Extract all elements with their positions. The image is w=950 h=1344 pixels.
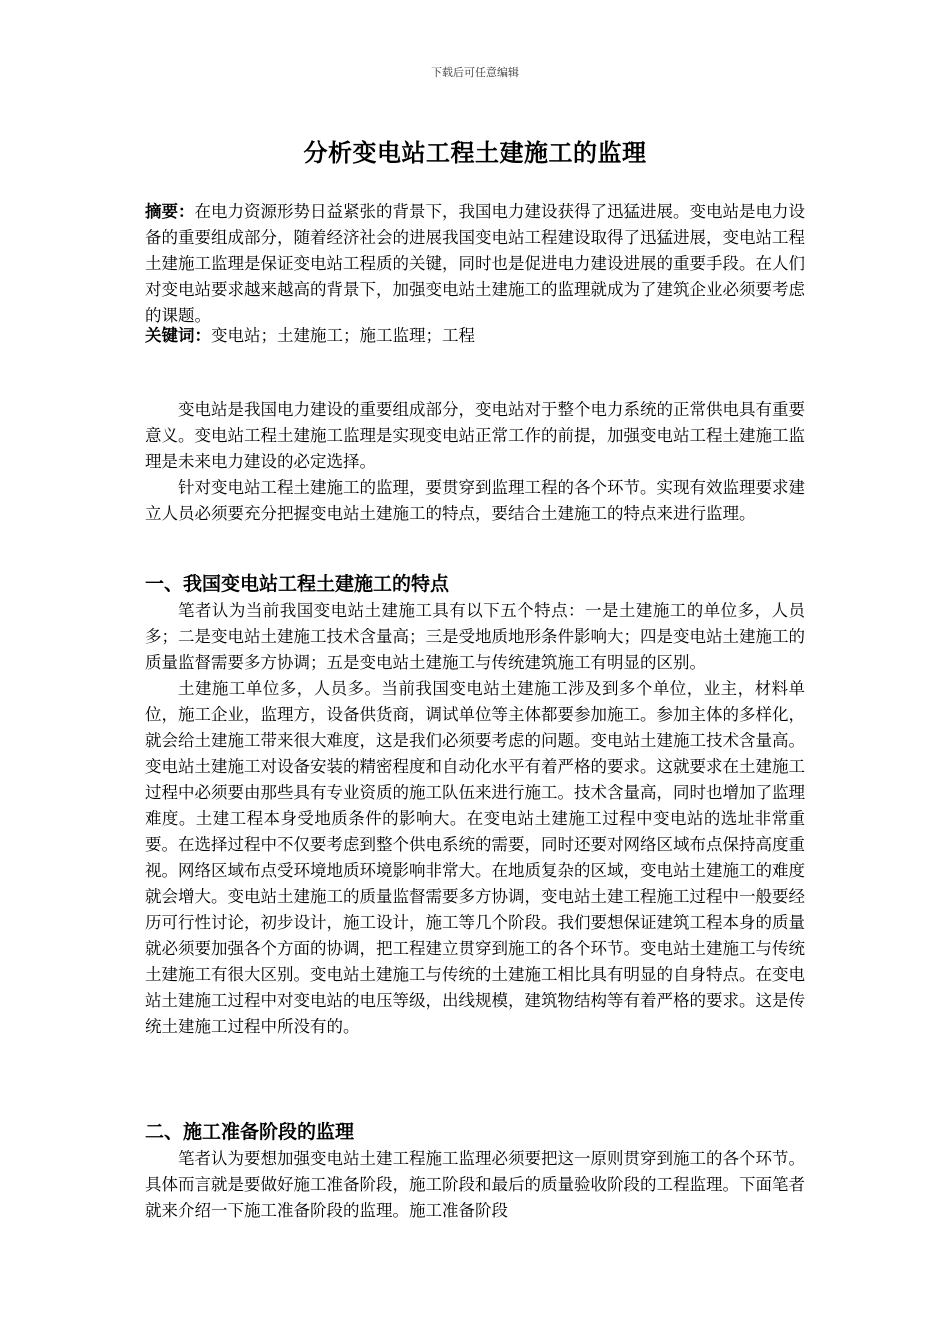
section-2-paragraph: 笔者认为要想加强变电站土建工程施工监理必须要把这一原则贯穿到施工的各个环节。具体而言就是要做好施工准备阶段，施工阶段和最后的质量验收阶段的工程监理。下面笔者就来介绍一下施工准备阶段的监理。施工准备阶段 (145, 1149, 805, 1220)
keywords-text: 变电站；土建施工；施工监理；工程 (211, 326, 475, 345)
document-title: 分析变电站工程土建施工的监理 (303, 138, 647, 167)
intro-paragraph: 变电站是我国电力建设的重要组成部分，变电站对于整个电力系统的正常供电具有重要意义。变电站工程土建施工监理是实现变电站正常工作的前提，加强变电站工程土建施工监理是未来电力建设的必定选择。 (145, 400, 805, 471)
section-2-heading: 二、施工准备阶段的监理 (145, 1121, 355, 1143)
section-2 (145, 1118, 805, 1224)
section-1 (145, 570, 805, 1040)
abstract (145, 199, 805, 329)
intro-section (145, 397, 805, 527)
section-1-heading: 一、我国变电站工程土建施工的特点 (145, 573, 450, 595)
section-1-paragraph: 土建施工单位多，人员多。当前我国变电站土建施工涉及到多个单位，业主，材料单位，施工企业，监理方，设备供货商，调试单位等主体都要参加施工。参加主体的多样化，就会给土建施工带来很大难度，这是我们必须要考虑的问题。变电站土建施工技术含量高。变电站土建施工对设备安装的精密程度和自动化水平有着严格的要求。这就要求在土建施工过程中必须要由那些具有专业资质的施工队伍来进行施工。技术含量高，同时也增加了监理难度。土建工程本身受地质条件的影响大。在变电站土建施工过程中变电站的选址非常重要。在选择过程中不仅要考虑到整个供电系统的需要，同时还要对网络区域布点保持高度重视。网络区域布点受环境地质环境影响非常大。在地质复杂的区域，变电站土建施工的难度就会增大。变电站土建施工的质量监督需要多方协调，变电站土建工程施工过程中一般要经历可行性讨论，初步设计，施工设计，施工等几个阶段。我们要想保证建筑工程本身的质量就必须要加强各个方面的协调，把工程建立贯穿到施工的各个环节。变电站土建施工与传统土建施工有很大区别。变电站土建施工与传统的土建施工相比具有明显的自身特点。在变电站土建施工过程中对变电站的电压等级，出线规模，建筑物结构等有着严格的要求。这是传统土建施工过程中所没有的。 (145, 679, 805, 1036)
abstract-label: 摘要： (145, 202, 195, 221)
keywords-label: 关键词： (145, 326, 211, 345)
section-1-paragraph: 笔者认为当前我国变电站土建施工具有以下五个特点：一是土建施工的单位多，人员多；二是变电站土建施工技术含量高；三是受地质地形条件影响大；四是变电站土建施工的质量监督需要多方协调；五是变电站土建施工与传统建筑施工有明显的区别。 (145, 601, 805, 672)
abstract-text: 在电力资源形势日益紧张的背景下，我国电力建设获得了迅猛进展。变电站是电力设备的重要组成部分，随着经济社会的进展我国变电站工程建设取得了迅猛进展，变电站工程土建施工监理是保证变电站工程质的关键，同时也是促进电力建设进展的重要手段。在人们对变电站要求越来越高的背景下，加强变电站土建施工的监理就成为了建筑企业必须要考虑的课题。 (145, 202, 805, 325)
intro-paragraph: 针对变电站工程土建施工的监理，要贯穿到监理工程的各个环节。实现有效监理要求建立人员必须要充分把握变电站土建施工的特点，要结合土建施工的特点来进行监理。 (145, 478, 805, 523)
keywords (145, 323, 805, 349)
page-header-note: 下载后可任意编辑 (431, 66, 519, 79)
